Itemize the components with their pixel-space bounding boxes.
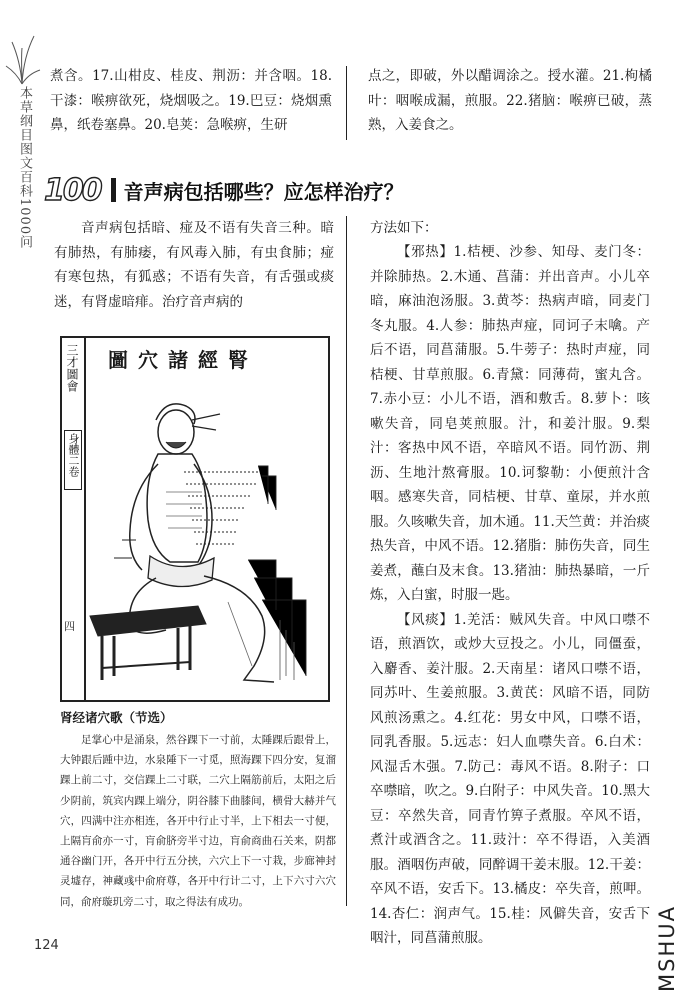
page-number: 124 bbox=[34, 938, 59, 953]
heading-bar bbox=[111, 178, 116, 202]
figure-side-label: 三才圖會 bbox=[65, 344, 79, 392]
entry-text: 1.桔梗、沙参、知母、麦门冬：并除肺热。2.木通、菖蒲：并出音声。小儿卒暗，麻油泡汤服。3.黄芩：热病声暗，同麦门冬丸服。4.人参：肺热声痖，同诃子末噙。产后不语，同菖蒲服。5.牛蒡子：热时声痖，同桔梗、甘草煎服。6.青黛：同薄荷，蜜丸含。7.赤小豆：小儿不语，酒和敷舌。8.萝卜：咳嗽失音，同皂荚煎服。汁，和姜汁服。9.梨汁：客热中风不语，卒暗风不语。同竹沥、荆沥、生地汁熬膏服。10.诃黎勒：小便煎汁含咽。感寒失音，同桔梗、甘草、童尿，并水煎服。久咳嗽失音，加木通。11.天竺黄：并治痰热失音，中风不语。12.猪脂：肺伤失音，同生姜煮，蘸白及末食。13.猪油：肺热暴暗，一斤炼，入白蜜，时服一匙。 bbox=[370, 244, 650, 603]
figure-title: 圖穴諸經腎 bbox=[108, 348, 258, 372]
top-left-paragraph: 煮含。17.山柑皮、桂皮、荆沥：并含咽。18.干漆：喉痹欲死，烧烟吸之。19.巴豆：烧烟熏鼻，纸卷塞鼻。20.皂荚：急喉痹，生研 bbox=[50, 68, 332, 133]
figure-side-box-label: 身體二卷 bbox=[67, 433, 80, 477]
figure-side-strip bbox=[62, 338, 86, 700]
column-divider-top bbox=[346, 66, 347, 140]
figure-caption-body: 足掌心中是涌泉，然谷踝下一寸前，太陲踝后跟骨上，大钟跟后踵中边，水泉陲下一寸觅，照海踝下四分安，复溜踝上前二寸，交信踝上二寸联，二穴上隔筋前后，太阳之后少阴前，筑宾内踝上端分，阴谷膝下曲膝间，横骨大赫并气穴，四满中注亦相连，各开中行止寸半，上下相去一寸便，上隔肓俞亦一寸，肓俞脐旁半寸边，肓俞商曲石关来，阴都通谷幽门开，各开中行五分挟，六穴上下一寸栽，步廊神封灵墟存，神藏彧中俞府尊，各开中行计二寸，上下六寸六穴同，俞府璇玑旁二寸，取之得法有成功。 bbox=[60, 734, 336, 908]
figure-side-box bbox=[64, 430, 82, 490]
category-label: 【邪热】 bbox=[397, 244, 454, 260]
figure-caption-title: 肾经诸穴歌（节选） bbox=[60, 710, 173, 725]
remedy-entry-wind-phlegm bbox=[370, 608, 650, 951]
top-right-paragraph: 点之，即破，外以醋调涂之。授水灌。21.枸橘叶：咽喉成漏，煎服。22.猪脑：喉痹已破，蒸熟，入姜食之。 bbox=[368, 68, 652, 133]
section-title: 音声病包括哪些？应怎样治疗？ bbox=[123, 179, 404, 204]
intro-paragraph: 音声病包括暗、痖及不语有失音三种。暗有肺热，有肺痿，有风毒入肺，有虫食肺；痖有寒包热，有狐惑；不语有失音，有舌强或痰迷，有肾虚暗痱。治疗音声病的 bbox=[54, 220, 334, 310]
method-intro: 方法如下： bbox=[370, 220, 438, 236]
seated-figure-illustration bbox=[86, 380, 322, 694]
book-title-vertical: 本草纲目图文百科1000问 bbox=[17, 86, 32, 250]
remedy-list bbox=[370, 240, 650, 951]
category-label: 【风痰】 bbox=[397, 611, 454, 628]
column-divider-main bbox=[346, 216, 347, 906]
remedy-entry-heat bbox=[370, 240, 650, 608]
figure-side-tail: 四 bbox=[64, 620, 75, 633]
grass-ornament-icon bbox=[4, 30, 42, 86]
meridian-chart-figure bbox=[60, 336, 330, 702]
entry-text: 1.羌活：贼风失音。中风口噤不语，煎酒饮，或炒大豆投之。小儿，同僵蚕，入麝香、姜汁服。2.天南星：诸风口噤不语，同苏叶、生姜煎服。3.黄芪：风暗不语，同防风煎汤熏之。4.红花：男女中风，口噤不语，同乳香服。5.远志：妇人血噤失音。6.白术：风湿舌木强。7.防己：毒风不语。8.附子：口卒噤暗，吹之。9.白附子：中风失音。10.黑大豆：卒然失音，同青竹箅子煮服。卒风不语，煮汁或酒含之。11.豉汁：卒不得语，入美酒服。酒咽伤声破，同醉调干姜末服。12.干姜：卒风不语，安舌下。13.橘皮：卒失音，煎呷。14.杏仁：润声气。15.桂：风僻失音，安舌下咽汁，同菖蒲煎服。 bbox=[370, 611, 650, 946]
watermark-text: MSHUA bbox=[655, 905, 679, 992]
section-number: 100 bbox=[44, 172, 101, 208]
section-heading bbox=[44, 172, 404, 208]
